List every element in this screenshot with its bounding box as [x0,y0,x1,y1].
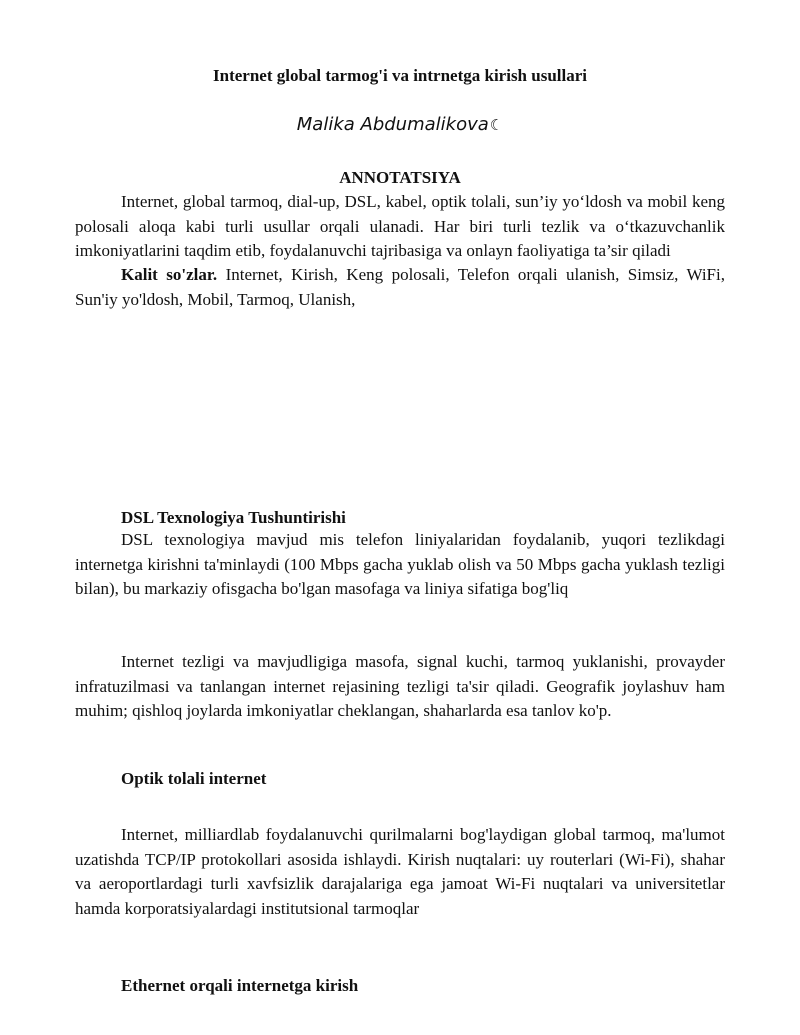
section-paragraph-fiber: Internet, milliardlab foydalanuvchi qurilmalarni bog'laydigan global tarmoq, ma'lumot uzatishda TCP/IP protokollari asosida ishlaydi. Kirish nuqtalari: uy routerlari (Wi-Fi), shahar va aeroportlardagi turli xavfsizlik darajalariga ega jamoat Wi-Fi nuqtalari va universitetlar hamda korporatsiyalardagi institutsional tarmoqlar [75,825,725,918]
footnote-mark-icon: ☾ [489,116,504,134]
document-title: Internet global tarmog'i va intrnetga kirish usullari [213,66,587,85]
keywords-label: Kalit so'zlar. [121,265,218,284]
keywords-text: Internet, Kirish, Keng polosali, Telefon orqali ulanish, Simsiz, WiFi, Sun'iy yo'ldosh, Mobil, Tarmoq, Ulanish, [75,265,725,309]
keywords-paragraph [75,263,725,312]
section-heading-ethernet: Ethernet orqali internetga kirish [121,976,359,995]
annotation-heading: ANNOTATSIYA [339,168,461,187]
section-heading-fiber: Optik tolali internet [121,769,267,788]
section-paragraph-speed: Internet tezligi va mavjudligiga masofa, signal kuchi, tarmoq yuklanishi, provayder infratuzilmasi va tanlangan internet rejasining tezligi ta'sir qiladi. Geografik joylashuv ham muhim; qishloq joylarda imkoniyatlar cheklangan, shaharlarda esa tanlov ko'p. [75,652,725,720]
section-heading-dsl: DSL Texnologiya Tushuntirishi [121,508,346,527]
author-name: Malika Abdumalikova [296,114,489,135]
section-paragraph-dsl: DSL texnologiya mavjud mis telefon liniyalaridan foydalanib, yuqori tezlikdagi internetga kirishni ta'minlaydi (100 Mbps gacha yuklab olish va 50 Mbps gacha yuklash tezligi bilan), bu markaziy ofisgacha bo'lgan masofaga va liniya sifatiga bog'liq [75,530,725,598]
author-line [0,112,800,138]
annotation-paragraph: Internet, global tarmoq, dial-up, DSL, kabel, optik tolali, sun’iy yo‘ldosh va mobil keng polosali aloqa kabi turli usullar orqali ulanadi. Har biri turli tezlik va o‘tkazuvchanlik imkoniyatlarini taqdim etib, foydalanuvchi tajribasiga va onlayn faoliyatiga ta’sir qiladi [75,192,725,260]
